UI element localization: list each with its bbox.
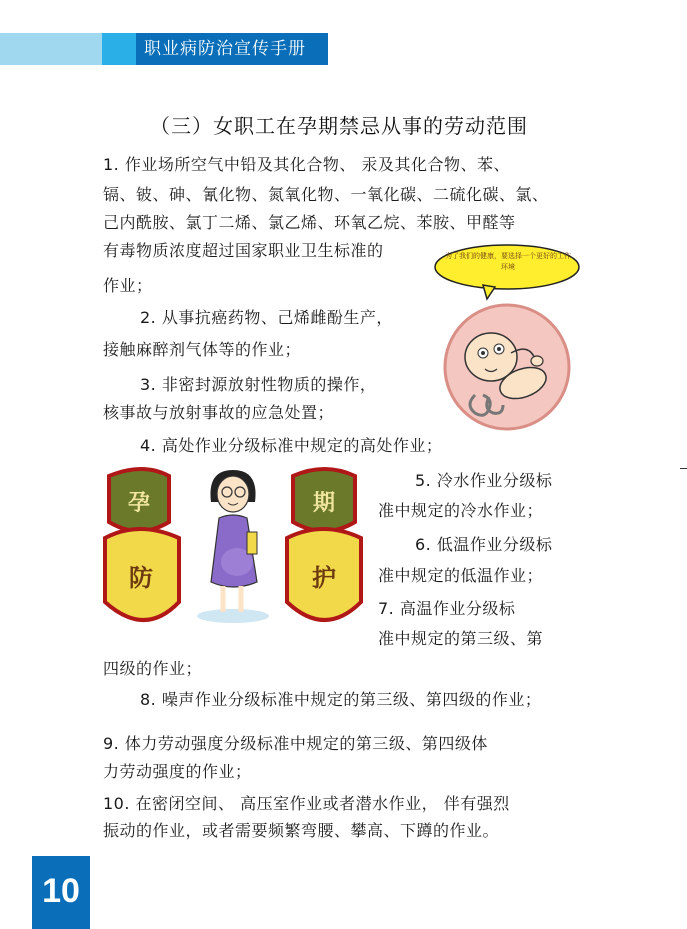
shield-label-3: 防 — [129, 564, 153, 592]
item-5-line-2: 准中规定的冷水作业； — [378, 501, 544, 520]
item-7-line-1: 7. 高温作业分级标 — [378, 599, 516, 618]
item-8: 8. 噪声作业分级标准中规定的第三级、第四级的作业； — [140, 690, 542, 709]
item-7-line-2: 准中规定的第三级、第 — [378, 629, 544, 648]
item-6-line-2: 准中规定的低温作业； — [378, 566, 544, 585]
header-accent-mid — [102, 33, 136, 65]
item-3-line-2: 核事故与放射事故的应急处置； — [103, 403, 335, 422]
shield-top-left — [109, 469, 169, 531]
item-2-line-1: 2. 从事抗癌药物、己烯雌酚生产， — [140, 308, 393, 327]
page-number: 10 — [32, 856, 90, 929]
item-5-line-1: 5. 冷水作业分级标 — [415, 471, 553, 490]
item-1-line-1: 1. 作业场所空气中铅及其化合物、 汞及其化合物、苯、 — [103, 155, 510, 174]
item-1-line-5: 作业； — [103, 276, 153, 295]
item-4: 4. 高处作业分级标准中规定的高处作业； — [140, 436, 443, 455]
bubble-text: 为了我们的健康，要选择一个更好的工作环境 — [445, 252, 571, 271]
shield-label-1: 孕 — [127, 491, 151, 516]
item-9-line-1: 9. 体力劳动强度分级标准中规定的第三级、第四级体 — [103, 734, 488, 753]
shield-label-4: 护 — [312, 564, 336, 592]
item-1-line-2: 镉、铍、砷、氰化物、氮氧化物、一氧化碳、二硫化碳、氯、 — [103, 185, 549, 204]
shield-top-right — [293, 469, 355, 531]
item-1-line-3: 己内酰胺、氯丁二烯、氯乙烯、环氧乙烷、苯胺、甲醛等 — [103, 213, 516, 232]
header-accent-light — [0, 33, 102, 65]
header-title: 职业病防治宣传手册 — [136, 33, 328, 65]
item-6-line-1: 6. 低温作业分级标 — [415, 535, 553, 554]
shields-illustration — [103, 462, 365, 650]
item-3-line-1: 3. 非密封源放射性物质的操作， — [140, 375, 377, 394]
shield-label-2: 期 — [312, 491, 336, 516]
section-heading: （三）女职工在孕期禁忌从事的劳动范围 — [150, 114, 528, 138]
item-9-line-2: 力劳动强度的作业； — [103, 762, 252, 781]
item-2-line-2: 接触麻醉剂气体等的作业； — [103, 340, 302, 359]
pregnant-woman-figure — [197, 470, 269, 623]
item-7-line-3: 四级的作业； — [103, 659, 203, 678]
item-10-line-1: 10. 在密闭空间、 高压室作业或者潜水作业， 伴有强烈 — [103, 794, 510, 813]
item-10-line-2: 振动的作业，或者需要频繁弯腰、攀高、下蹲的作业。 — [103, 821, 500, 840]
speech-bubble — [435, 245, 579, 299]
item-1-line-4: 有毒物质浓度超过国家职业卫生标准的 — [103, 241, 384, 260]
shield-bottom-left — [105, 529, 179, 620]
edge-mark — [680, 468, 687, 469]
baby-illustration — [425, 235, 585, 435]
shield-bottom-right — [287, 529, 361, 620]
